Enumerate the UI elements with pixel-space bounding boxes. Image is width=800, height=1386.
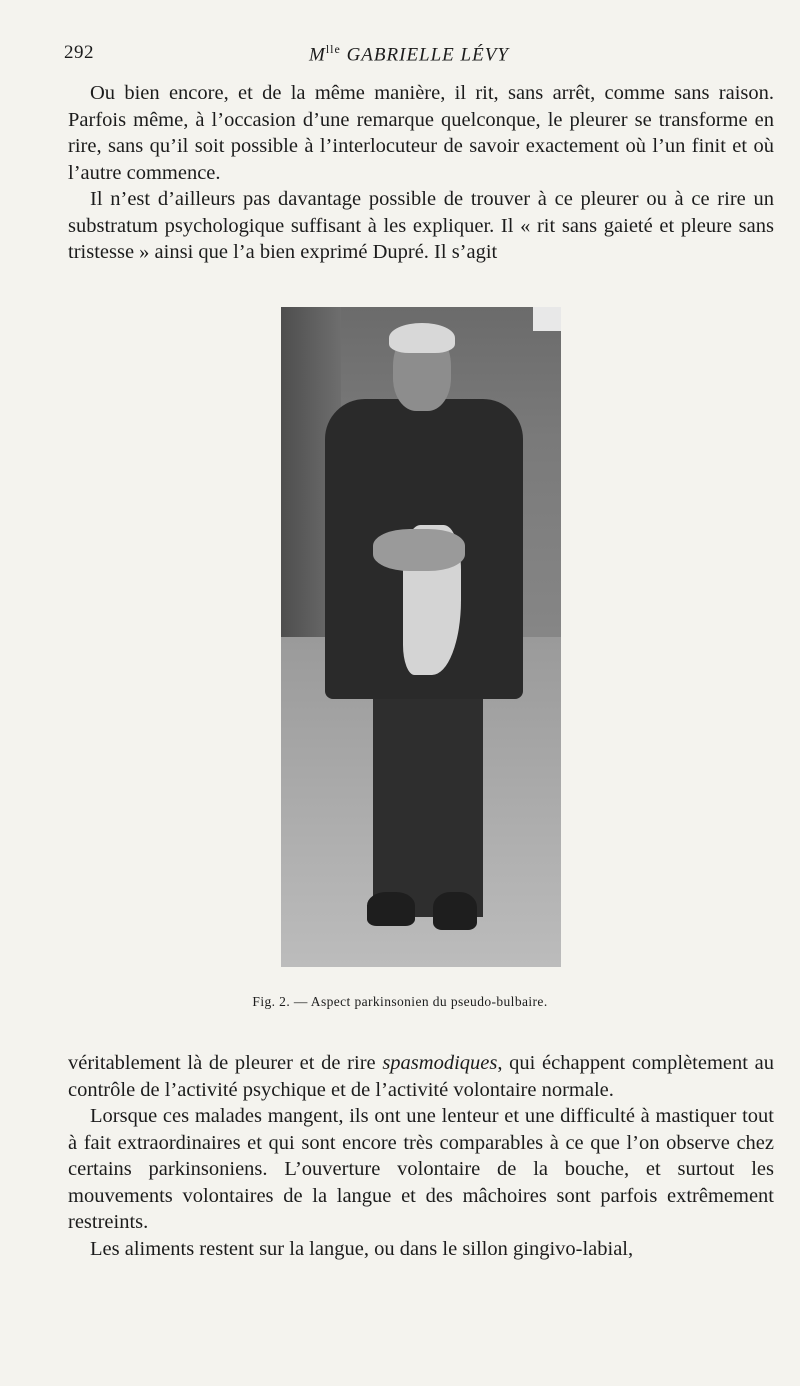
photo-hands [373,529,465,571]
photo-legs [373,687,483,917]
running-head [309,42,509,66]
emphasis: spasmodiques [382,1052,498,1074]
author-name: GABRIELLE LÉVY [340,44,509,66]
paragraph: Ou bien encore, et de la même manière, il rit, sans arrêt, comme sans raison. Parfois même, à l’occasion d’une remarque quelconque, le pleurer se transforme en rire, sans qu’il soit possible à l’interlocuteur de savoir exactement où l’un finit et où l’autre commence. [68,82,774,184]
paragraph [68,1050,774,1103]
figure-caption: Fig. 2. — Aspect parkinsonien du pseudo-bulbaire. [252,994,548,1009]
photo-hair [389,323,455,353]
photo-corner [533,307,561,331]
text-top [68,80,774,266]
photo-left-shoe [367,892,415,926]
text-run: véritablement là de pleurer et de rire [68,1052,383,1074]
paragraph: Il n’est d’ailleurs pas davantage possible de trouver à ce pleurer ou à ce rire un substratum psychologique suffisant à les expliquer. Il « rit sans gaieté et pleure sans tristesse » ainsi que l’a bien exprimé Dupré. Il s’agit [68,188,774,263]
paragraph: Les aliments restent sur la langue, ou dans le sillon gingivo-labial, [90,1237,634,1260]
author-title-sup: lle [325,42,341,56]
page-number: 292 [64,42,94,63]
figure-photo [281,307,561,967]
page-header [64,42,734,70]
paragraph: Lorsque ces malades mangent, ils ont une lenteur et une difficulté à mastiquer tout à fait extraordinaires et qui sont encore très comparables à ce que l’on observe chez certains parkinsoniens. L’ouverture volontaire de la bouche, et surtout les mouvements volontaires de la langue et des mâchoires sont parfois extrêmement restreints. [68,1105,774,1233]
text-run: , qui échappent complètement au contrôle de l’activité psychique et de l’activité volontaire normale. [68,1052,774,1101]
text-bottom [68,1050,774,1262]
photo-right-shoe [433,892,477,930]
author-prefix: M [309,44,326,66]
